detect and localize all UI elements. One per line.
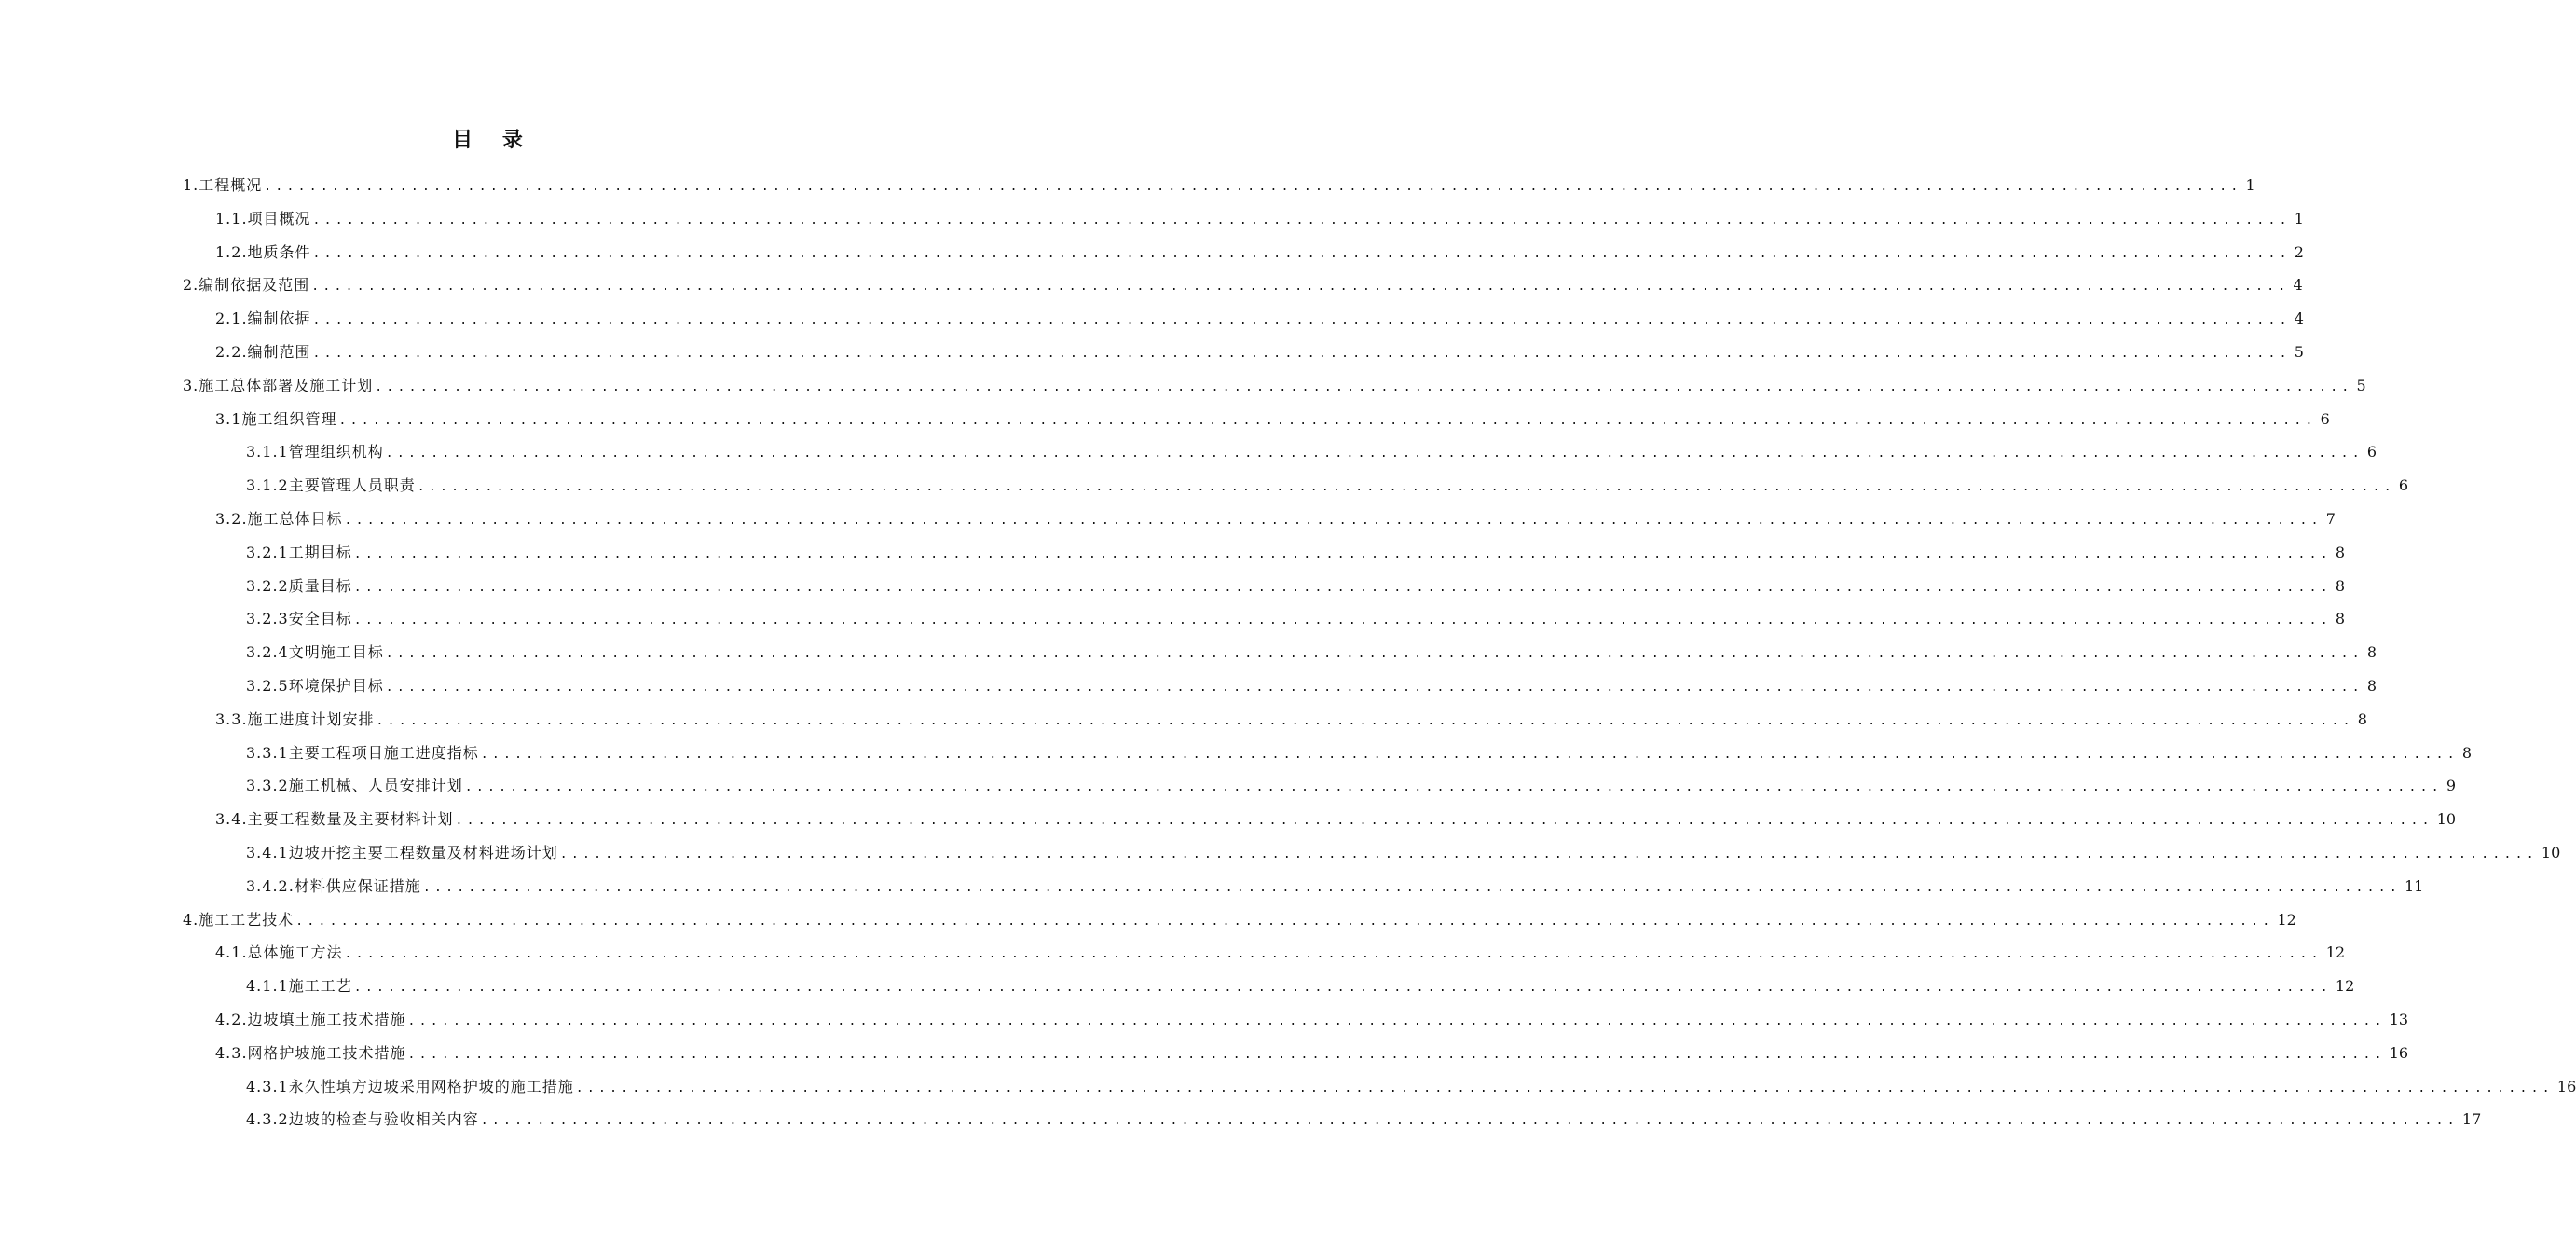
toc-entry[interactable] — [246, 672, 2377, 700]
toc-entry[interactable] — [246, 873, 2424, 901]
toc-entry[interactable] — [215, 406, 2330, 434]
toc-leader-dots: ............................................................................................................................................................................... — [480, 1114, 2459, 1129]
toc-entry-number: 3.3.1 — [246, 743, 289, 762]
toc-page-number: 4 — [2293, 276, 2303, 295]
toc-entry-number: 3.2.2 — [246, 576, 289, 595]
toc-page-number: 16 — [2389, 1043, 2409, 1062]
toc-entry[interactable] — [183, 906, 2296, 934]
toc-entry[interactable] — [215, 338, 2304, 366]
toc-page-number: 7 — [2325, 510, 2336, 528]
toc-leader-dots: ............................................................................................................................................................................... — [353, 981, 2332, 996]
toc-page-number: 13 — [2389, 1011, 2409, 1028]
toc-page-number: 9 — [2446, 777, 2457, 795]
toc-page-number: 4 — [2294, 310, 2304, 328]
toc-entry-number: 3.2.4 — [246, 643, 289, 662]
toc-entry-title: 施工总体部署及施工计划 — [199, 376, 374, 394]
toc-entry-title: 编制依据 — [247, 310, 311, 328]
toc-entry-number: 3.1.2 — [246, 476, 289, 495]
toc-page-number: 1 — [2294, 209, 2304, 227]
toc-page-number: 16 — [2556, 1077, 2576, 1095]
toc-entry-title: 主要工程数量及主要材料计划 — [247, 810, 454, 829]
toc-entry[interactable] — [246, 839, 2561, 867]
toc-entry-title: 工期目标 — [288, 543, 352, 561]
toc-entry-title: 总体施工方法 — [247, 943, 343, 962]
toc-entry-number: 2. — [183, 276, 199, 295]
toc-leader-dots: ............................................................................................................................................................................... — [353, 613, 2332, 628]
toc-page-number: 6 — [2366, 443, 2377, 461]
toc-entry[interactable] — [246, 539, 2346, 567]
toc-leader-dots: ............................................................................................................................................................................... — [312, 347, 2291, 361]
toc-entry-number: 3.2. — [215, 510, 248, 528]
toc-page-number: 1 — [2245, 176, 2255, 194]
toc-page-number: 10 — [2541, 844, 2561, 861]
toc-entry[interactable] — [215, 505, 2336, 533]
toc-leader-dots: ............................................................................................................................................................................... — [295, 914, 2274, 929]
toc-entry-number: 3.3.2 — [246, 777, 289, 795]
toc-entry-number: 3.1 — [215, 409, 242, 428]
toc-entry-title: 施工进度计划安排 — [247, 709, 375, 728]
toc-entry-title: 编制依据及范围 — [199, 276, 310, 295]
toc-entry[interactable] — [246, 472, 2409, 500]
toc-entry[interactable] — [215, 1040, 2409, 1067]
toc-entry-number: 3.2.5 — [246, 677, 289, 695]
toc-leader-dots: ............................................................................................................................................................................... — [338, 413, 2317, 428]
toc-entry-title: 网格护坡施工技术措施 — [247, 1043, 406, 1062]
toc-leader-dots: ............................................................................................................................................................................... — [559, 847, 2538, 861]
toc-entry[interactable] — [215, 706, 2367, 734]
toc-entry-title: 安全目标 — [288, 610, 352, 628]
toc-leader-dots: ............................................................................................................................................................................... — [417, 480, 2395, 495]
toc-entry-number: 4.3. — [215, 1043, 248, 1062]
toc-entry[interactable] — [246, 1073, 2576, 1101]
toc-leader-dots: ............................................................................................................................................................................... — [312, 246, 2291, 261]
toc-entry[interactable] — [183, 172, 2255, 200]
toc-leader-dots: ............................................................................................................................................................................... — [353, 546, 2332, 561]
toc-entry-title: 工程概况 — [199, 176, 263, 194]
toc-entry[interactable] — [246, 739, 2473, 767]
toc-leader-dots: ............................................................................................................................................................................... — [344, 514, 2323, 528]
toc-entry-title: 材料供应保证措施 — [294, 876, 421, 895]
toc-entry-title: 文明施工目标 — [288, 643, 384, 662]
toc-entry[interactable] — [183, 271, 2303, 299]
toc-leader-dots: ............................................................................................................................................................................... — [480, 747, 2459, 762]
toc-entry[interactable] — [215, 305, 2304, 333]
toc-entry-number: 4.2. — [215, 1011, 248, 1028]
toc-entry-title: 主要工程项目施工进度指标 — [288, 743, 479, 762]
toc-entry-title: 编制范围 — [247, 343, 311, 361]
toc-entry-title: 施工机械、人员安排计划 — [288, 777, 463, 795]
toc-entry-title: 施工总体目标 — [247, 510, 343, 528]
toc-entry-title: 永久性填方边坡采用网格护坡的施工措施 — [288, 1077, 574, 1095]
toc-entry-number: 4.1.1 — [246, 977, 289, 996]
toc-entry-number: 3.3. — [215, 709, 248, 728]
toc-leader-dots: ............................................................................................................................................................................... — [464, 780, 2443, 795]
toc-entry-number: 3.2.1 — [246, 543, 289, 561]
toc-entry[interactable] — [215, 1006, 2409, 1034]
toc-leader-dots: ............................................................................................................................................................................... — [375, 379, 2353, 394]
toc-entry-number: 1. — [183, 176, 199, 194]
toc-entry-number: 2.2. — [215, 343, 248, 361]
toc-leader-dots: ............................................................................................................................................................................... — [353, 580, 2332, 595]
toc-leader-dots: ............................................................................................................................................................................... — [344, 947, 2323, 962]
toc-entry[interactable] — [246, 772, 2457, 800]
toc-page-number: 10 — [2436, 810, 2457, 829]
toc-entry-number: 3. — [183, 376, 199, 394]
toc-entry[interactable] — [215, 939, 2346, 967]
toc-entry[interactable] — [246, 1106, 2482, 1134]
toc-entry[interactable] — [246, 605, 2346, 633]
toc-entry-number: 4.3.2 — [246, 1110, 289, 1129]
toc-page-number: 5 — [2356, 376, 2366, 394]
toc-entry[interactable] — [215, 205, 2304, 233]
toc-leader-dots: ............................................................................................................................................................................... — [407, 1014, 2386, 1028]
toc-entry-title: 施工工艺 — [288, 977, 352, 996]
toc-entry-title: 施工工艺技术 — [199, 910, 295, 929]
toc-page-number: 8 — [2335, 576, 2346, 595]
toc-entry[interactable] — [246, 972, 2355, 1000]
toc-page-number: 6 — [2320, 409, 2330, 428]
toc-entry-number: 3.4.2. — [246, 876, 295, 895]
toc-entry-title: 管理组织机构 — [288, 443, 384, 461]
toc-leader-dots: ............................................................................................................................................................................... — [376, 713, 2354, 728]
toc-page-number: 8 — [2366, 677, 2377, 695]
toc-entry[interactable] — [246, 639, 2377, 667]
toc-entry-title: 质量目标 — [288, 576, 352, 595]
toc-entry-title: 环境保护目标 — [288, 677, 384, 695]
toc-leader-dots: ............................................................................................................................................................................... — [455, 814, 2433, 829]
toc-page-number: 8 — [2461, 743, 2473, 762]
toc-entry[interactable] — [215, 806, 2457, 833]
toc-entry-number: 3.1.1 — [246, 443, 289, 461]
toc-entry-number: 3.4.1 — [246, 844, 289, 861]
page-title: 目 录 — [452, 128, 534, 152]
toc-leader-dots: ............................................................................................................................................................................... — [385, 647, 2364, 662]
toc-page-number: 12 — [2335, 977, 2355, 996]
toc-leader-dots: ............................................................................................................................................................................... — [311, 280, 2290, 295]
toc-entry-number: 4.3.1 — [246, 1077, 289, 1095]
toc-page-number: 2 — [2294, 242, 2304, 261]
toc-leader-dots: ............................................................................................................................................................................... — [312, 213, 2291, 227]
toc-leader-dots: ............................................................................................................................................................................... — [407, 1047, 2386, 1062]
toc-leader-dots: ............................................................................................................................................................................... — [385, 447, 2364, 461]
toc-entry[interactable] — [246, 572, 2346, 600]
toc-entry-title: 边坡填土施工技术措施 — [247, 1011, 406, 1028]
toc-entry-number: 1.2. — [215, 242, 248, 261]
toc-page-number: 6 — [2398, 476, 2409, 495]
toc-page-number: 11 — [2404, 876, 2424, 895]
toc-page-number: 8 — [2335, 543, 2346, 561]
toc-page-number: 8 — [2357, 709, 2367, 728]
toc-entry-number: 1.1. — [215, 209, 248, 227]
toc-entry-number: 3.2.3 — [246, 610, 289, 628]
toc-entry[interactable] — [183, 372, 2366, 400]
toc-entry-title: 地质条件 — [247, 242, 311, 261]
toc-leader-dots: ............................................................................................................................................................................... — [575, 1081, 2554, 1095]
toc-entry-title: 主要管理人员职责 — [288, 476, 416, 495]
toc-entry-title: 边坡开挖主要工程数量及材料进场计划 — [288, 844, 558, 861]
toc-page-number: 8 — [2366, 643, 2377, 662]
toc-entry-title: 边坡的检查与验收相关内容 — [288, 1110, 479, 1129]
toc-entry-number: 4. — [183, 910, 199, 929]
toc-entry-title: 施工组织管理 — [241, 409, 337, 428]
toc-page-number: 12 — [2277, 910, 2296, 929]
toc-entry[interactable] — [215, 239, 2304, 267]
toc-entry[interactable] — [246, 438, 2377, 466]
toc-entry-number: 4.1. — [215, 943, 248, 962]
toc-leader-dots: ............................................................................................................................................................................... — [264, 180, 2242, 194]
toc-leader-dots: ............................................................................................................................................................................... — [385, 681, 2364, 695]
toc-page-number: 12 — [2325, 943, 2346, 962]
toc-page-number: 17 — [2461, 1110, 2482, 1129]
toc-page-number: 5 — [2294, 343, 2304, 361]
toc-leader-dots: ............................................................................................................................................................................... — [422, 880, 2401, 895]
toc-entry-title: 项目概况 — [247, 209, 311, 227]
toc-page-number: 8 — [2335, 610, 2346, 628]
toc-entry-number: 3.4. — [215, 810, 248, 829]
toc-entry-number: 2.1. — [215, 310, 248, 328]
toc-leader-dots: ............................................................................................................................................................................... — [312, 313, 2291, 328]
